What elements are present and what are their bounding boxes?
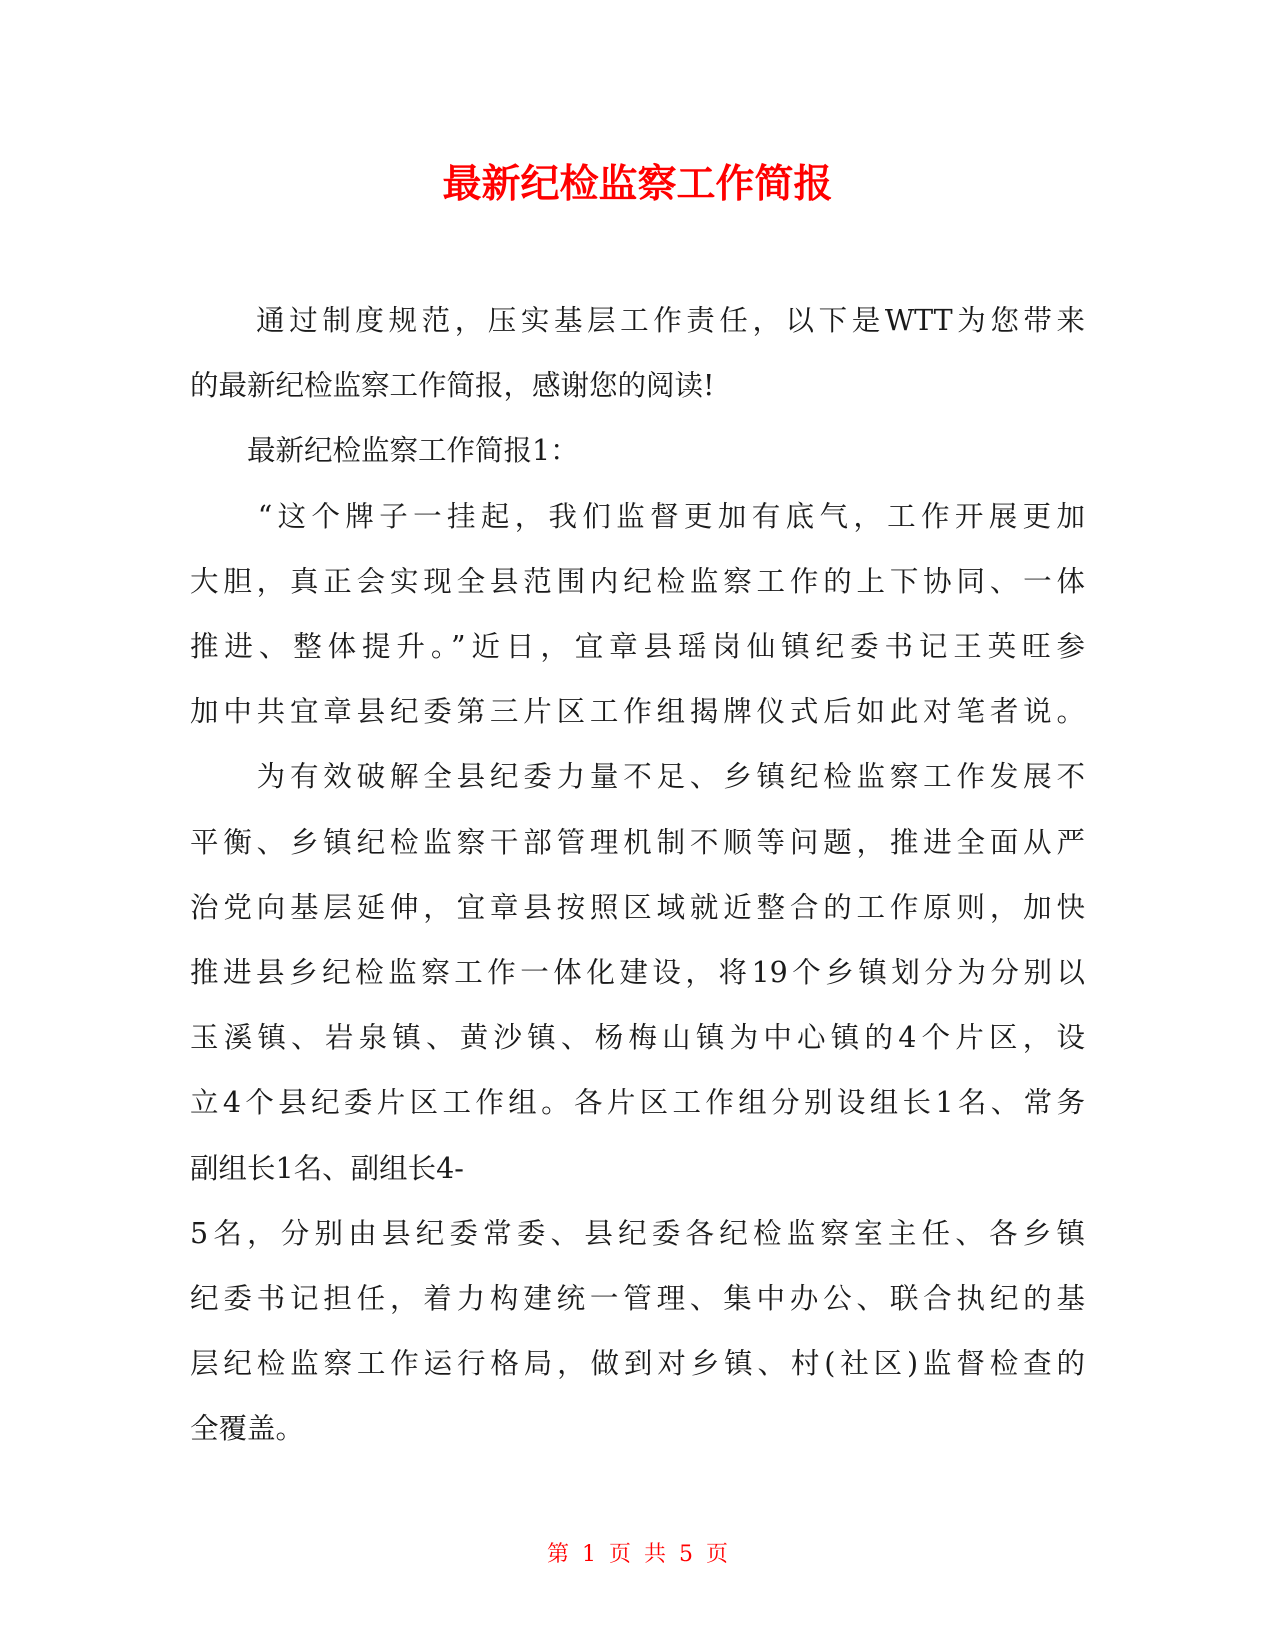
paragraph-heading-1 <box>190 418 1085 483</box>
document-title: 最新纪检监察工作简报 <box>442 162 833 207</box>
text-line: 通过制度规范，压实基层工作责任，以下是WTT为您带来 <box>190 304 1085 337</box>
text-line: 最新纪检监察工作简报1： <box>190 434 579 468</box>
page-number-footer: 第 1 页 共 5 页 <box>547 1542 728 1567</box>
text-line: 立4个县纪委片区工作组。各片区工作组分别设组长1名、常务 <box>190 1086 1085 1120</box>
text-line: 全覆盖。 <box>190 1412 305 1446</box>
paragraph-intro <box>190 288 1085 418</box>
paragraph-quote <box>190 484 1085 745</box>
paragraph-main <box>190 744 1085 1461</box>
document-body <box>190 288 1085 1462</box>
text-line: 加中共宜章县纪委第三片区工作组揭牌仪式后如此对笔者说。 <box>190 695 1085 729</box>
text-line: 治党向基层延伸，宜章县按照区域就近整合的工作原则，加快 <box>190 890 1085 924</box>
text-line: 纪委书记担任，着力构建统一管理、集中办公、联合执纪的基 <box>190 1282 1085 1316</box>
text-line: 为有效破解全县纪委力量不足、乡镇纪检监察工作发展不 <box>190 760 1085 794</box>
text-line: 平衡、乡镇纪检监察干部管理机制不顺等问题，推进全面从严 <box>190 825 1085 859</box>
text-line: 的最新纪检监察工作简报，感谢您的阅读! <box>190 369 715 403</box>
text-line: 副组长1名、副组长4- <box>190 1151 464 1185</box>
text-line: 大胆，真正会实现全县范围内纪检监察工作的上下协同、一体 <box>190 564 1085 598</box>
text-line: 层纪检监察工作运行格局，做到对乡镇、村(社区)监督检查的 <box>190 1347 1085 1381</box>
text-line: “这个牌子一挂起，我们监督更加有底气，工作开展更加 <box>190 499 1085 533</box>
text-line: 5名，分别由县纪委常委、县纪委各纪检监察室主任、各乡镇 <box>190 1216 1085 1250</box>
text-line: 推进、整体提升。”近日，宜章县瑶岗仙镇纪委书记王英旺参 <box>190 630 1085 664</box>
text-line: 玉溪镇、岩泉镇、黄沙镇、杨梅山镇为中心镇的4个片区，设 <box>190 1021 1085 1055</box>
text-line: 推进县乡纪检监察工作一体化建设，将19个乡镇划分为分别以 <box>190 956 1085 990</box>
